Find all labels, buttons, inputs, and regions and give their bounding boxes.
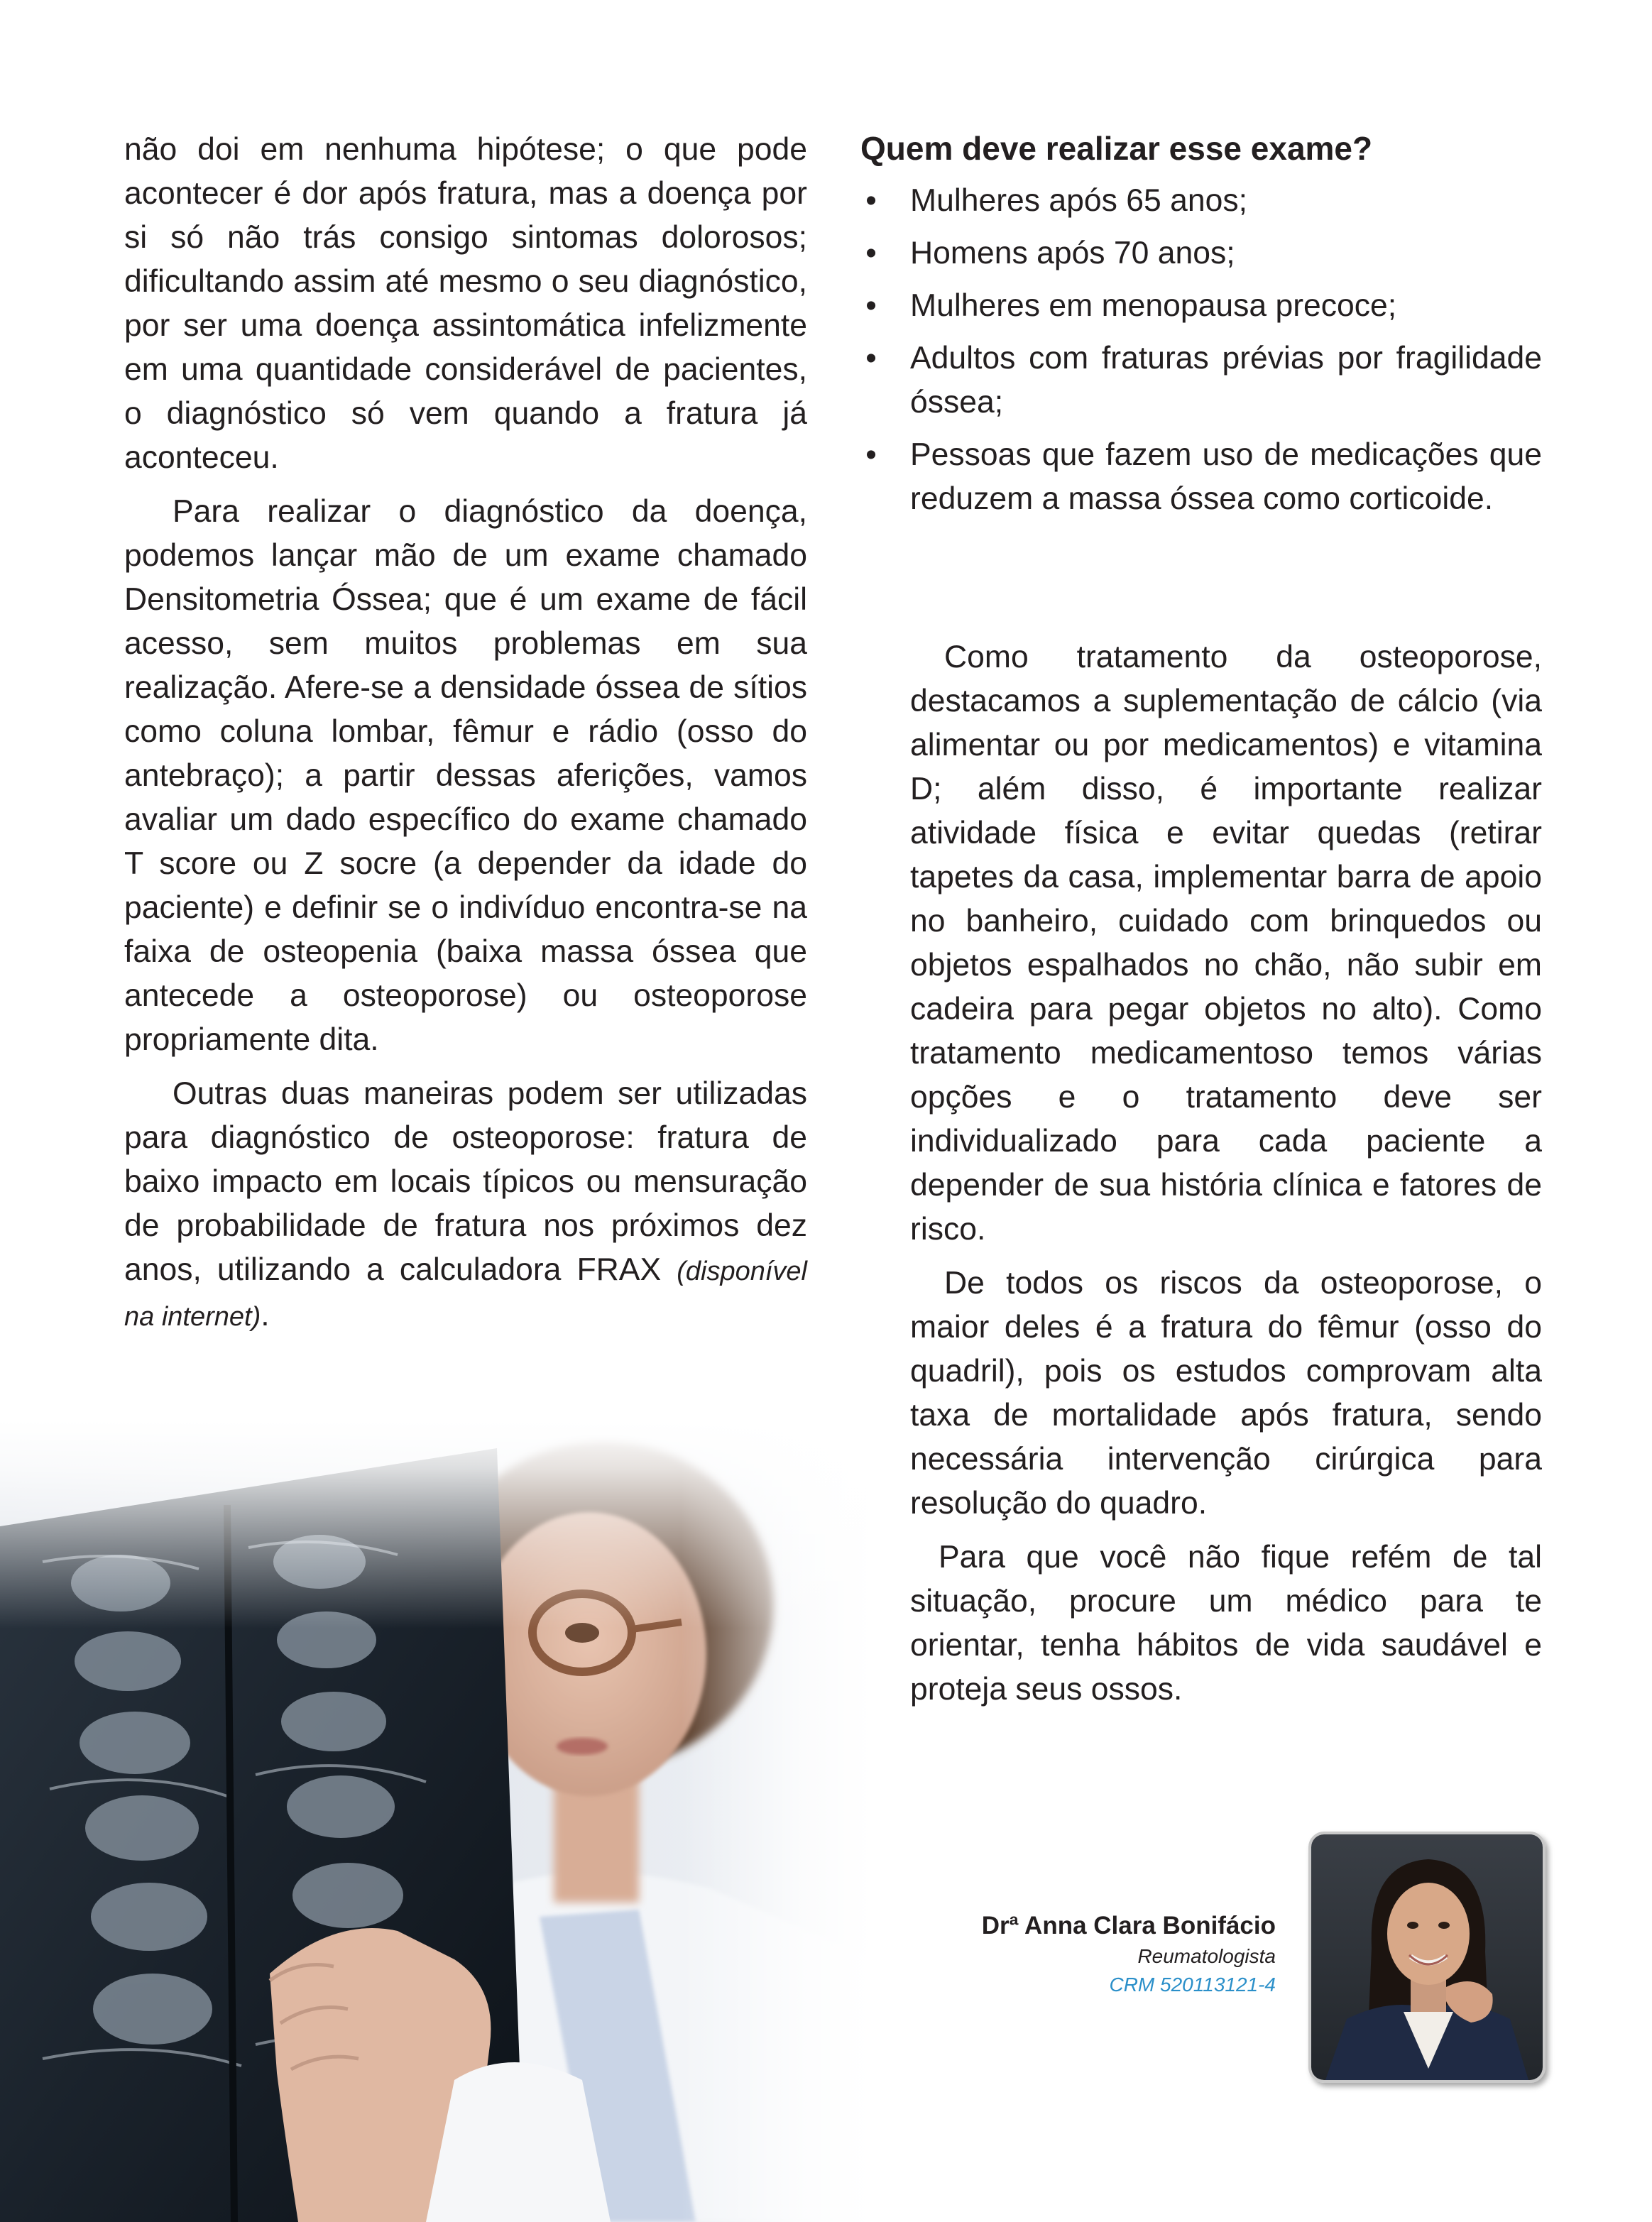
author-portrait-illustration bbox=[1311, 1834, 1543, 2080]
list-item-text: Adultos com fraturas prévias por fragilidade óssea; bbox=[910, 341, 1542, 420]
doctor-xray-photo bbox=[0, 1420, 873, 2222]
author-block bbox=[982, 1910, 1276, 1999]
list-item-text: Mulheres após 65 anos; bbox=[910, 183, 1247, 218]
list-item bbox=[860, 433, 1542, 521]
author-portrait bbox=[1308, 1832, 1546, 2083]
author-role: Reumatologista bbox=[1137, 1945, 1276, 1967]
list-item-text: Mulheres em menopausa precoce; bbox=[910, 288, 1397, 323]
bullet-icon: • bbox=[865, 341, 877, 376]
right-column bbox=[910, 635, 1542, 1722]
list-item-text: Pessoas que fazem uso de medicações que reduzem a massa óssea como corticoide. bbox=[910, 437, 1542, 516]
left-column bbox=[124, 128, 807, 1349]
author-name: Drª Anna Clara Bonifácio bbox=[981, 1912, 1276, 1939]
list-item bbox=[860, 284, 1542, 328]
who-list bbox=[860, 179, 1542, 530]
list-item bbox=[860, 179, 1542, 223]
list-item bbox=[860, 336, 1542, 425]
bullet-icon: • bbox=[865, 236, 877, 270]
left-paragraph-3-end: . bbox=[261, 1298, 270, 1332]
photo-fade-overlay bbox=[0, 1420, 873, 2222]
left-paragraph-3 bbox=[124, 1072, 807, 1339]
frax-note: (disponível na internet) bbox=[124, 1257, 807, 1332]
right-paragraph-3: Para que você não fique refém de tal situação, procure um médico para te orientar, tenha hábitos de vida saudável e proteja seus ossos. bbox=[910, 1540, 1542, 1707]
bullet-icon: • bbox=[865, 183, 877, 218]
left-paragraph-3-text: Outras duas maneiras podem ser utilizadas para diagnóstico de osteoporose: fratura de baixo impacto em locais típicos ou mensuração de probabilidade de fratura nos próximos dez anos, utilizando a calculadora FRAX bbox=[124, 1076, 807, 1287]
list-item bbox=[860, 231, 1542, 275]
right-paragraph-2: De todos os riscos da osteoporose, o maior deles é a fratura do fêmur (osso do quadril), pois os estudos comprovam alta taxa de mortalidade após fratura, sendo necessária intervenção cirúrgica para resolução do quadro. bbox=[910, 1266, 1542, 1521]
left-paragraph-1: não doi em nenhuma hipótese; o que pode acontecer é dor após fratura, mas a doença por si só não trás consigo sintomas dolorosos; dificultando assim até mesmo o seu diagnóstico, por ser uma doença assintomática infelizmente em uma quantidade considerável de pacientes, o diagnóstico só vem quando a fratura já aconteceu. bbox=[124, 132, 807, 475]
left-paragraph-2: Para realizar o diagnóstico da doença, podemos lançar mão de um exame chamado Densitometria Óssea; que é um exame de fácil acesso, sem muitos problemas em sua realização. Afere-se a densidade óssea de sítios como coluna lombar, fêmur e rádio (osso do antebraço); a partir dessas aferições, vamos avaliar um dado específico do exame chamado T score ou Z socre (a depender da idade do paciente) e definir se o indivíduo encontra-se na faixa de osteopenia (baixa massa óssea que antecede a osteoporose) ou osteoporose propriamente dita. bbox=[124, 494, 807, 1057]
bullet-icon: • bbox=[865, 437, 877, 472]
who-section-title: Quem deve realizar esse exame? bbox=[860, 130, 1373, 167]
list-item-text: Homens após 70 anos; bbox=[910, 236, 1235, 270]
bullet-icon: • bbox=[865, 288, 877, 323]
author-crm: CRM 520113121-4 bbox=[1109, 1974, 1276, 1996]
right-paragraph-1: Como tratamento da osteoporose, destacamos a suplementação de cálcio (via alimentar ou por medicamentos) e vitamina D; além disso, é importante realizar atividade física e evitar quedas (retirar tapetes da casa, implementar barra de apoio no banheiro, cuidado com brinquedos ou objetos espalhados no chão, não subir em cadeira para pegar objetos no alto). Como tratamento medicamentoso temos várias opções e o tratamento deve ser individualizado para cada paciente a depender de sua história clínica e fatores de risco. bbox=[910, 640, 1542, 1247]
